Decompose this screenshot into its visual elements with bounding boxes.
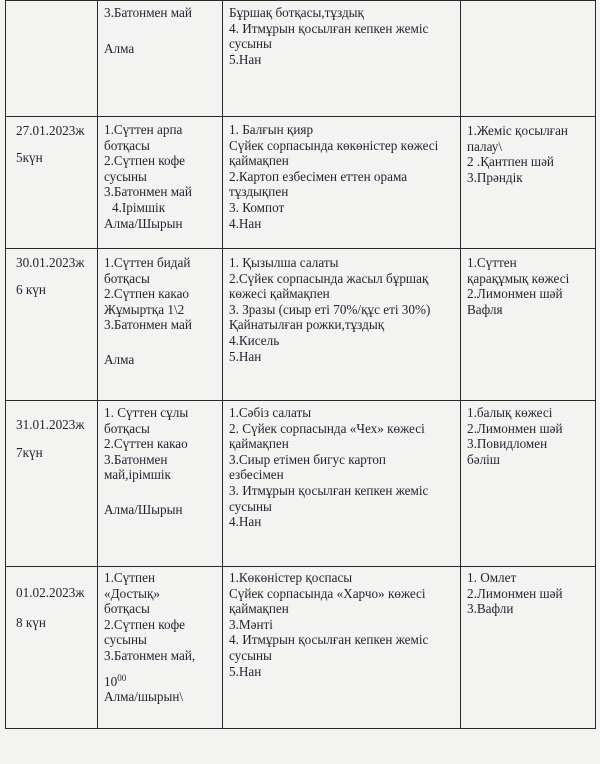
day-label: 8 күн: [16, 614, 46, 630]
table-row: [6, 401, 596, 567]
breakfast-line: 1.Сүттен бидай: [104, 255, 191, 270]
lunch-line: 3.Сиыр етімен бигус картоп: [229, 451, 386, 467]
day-label: 7күн: [16, 444, 43, 460]
date-label: 27.01.2023ж: [16, 123, 85, 138]
breakfast-line: 4.Ірімшік: [112, 199, 166, 215]
snack-line: палау\: [467, 138, 503, 154]
lunch-cell: [223, 1, 461, 117]
snack-line: 1.Сүттен: [467, 255, 517, 270]
lunch-cell: [223, 249, 461, 401]
breakfast-line: «Достық»: [104, 585, 160, 601]
lunch-line: Сүйек сорпасында көкөністер көжесі: [229, 137, 439, 153]
date-cell: [6, 567, 98, 729]
breakfast-line: 3.Батонмен май: [104, 5, 192, 20]
breakfast-line: Алма: [104, 40, 135, 56]
day-label: 6 күн: [16, 281, 46, 297]
snack-line: 1.Жеміс қосылған: [467, 123, 568, 138]
lunch-line: Қайнатылған рожки,тұздық: [229, 317, 385, 333]
lunch-line: 4.Кисель: [229, 332, 280, 348]
lunch-line: 2.Картоп езбесімен еттен орама: [229, 168, 408, 184]
breakfast-cell: [98, 117, 223, 249]
breakfast-line: 3.Батонмен: [104, 451, 168, 467]
breakfast-line: 1.Сүтпен: [104, 570, 156, 585]
snack-cell: [461, 401, 596, 567]
breakfast-line: Алма/шырын\: [104, 689, 184, 705]
snack-line: 1.балық көжесі: [467, 405, 553, 420]
snack-line: 2.Лимонмен шәй: [467, 286, 563, 302]
lunch-line: 2. Сүйек сорпасында «Чех» көжесі: [229, 420, 425, 436]
lunch-line: 1.Сәбіз салаты: [229, 405, 312, 420]
breakfast-line: 2.Сүтпен кофе: [104, 616, 186, 632]
breakfast-line: ботқасы: [104, 601, 150, 617]
lunch-line: 1. Қызылша салаты: [229, 255, 339, 270]
lunch-line: 3. Итмұрын қосылған кепкен жеміс: [229, 482, 429, 498]
lunch-line: езбесімен: [229, 467, 284, 483]
menu-table: [5, 0, 596, 729]
snack-line: қарақұмық көжесі: [467, 270, 570, 286]
breakfast-time: [104, 674, 216, 690]
snack-line: Вафля: [467, 301, 503, 317]
breakfast-line: Алма: [104, 351, 135, 367]
time-value: 10: [104, 673, 118, 689]
lunch-line: 5.Нан: [229, 51, 262, 67]
snack-cell: [461, 567, 596, 729]
lunch-line: Сүйек сорпасында «Харчо» көжесі: [229, 585, 426, 601]
lunch-line: қаймақпен: [229, 153, 289, 169]
lunch-cell: [223, 567, 461, 729]
date-cell: [6, 1, 98, 117]
breakfast-line: май,ірімшік: [104, 467, 171, 483]
snack-cell: [461, 249, 596, 401]
breakfast-cell: [98, 1, 223, 117]
lunch-line: 5.Нан: [229, 348, 262, 364]
lunch-line: тұздықпен: [229, 184, 289, 200]
time-superscript: 00: [117, 672, 127, 683]
date-cell: [6, 249, 98, 401]
table-row: [6, 567, 596, 729]
breakfast-line: Жұмыртқа 1\2: [104, 301, 185, 317]
snack-line: 1. Омлет: [467, 570, 517, 585]
date-label: 30.01.2023ж: [16, 255, 85, 270]
snack-cell: [461, 117, 596, 249]
lunch-line: 4. Итмұрын қосылған кепкен жеміс: [229, 20, 429, 36]
snack-line: 2 .Қантпен шәй: [467, 154, 554, 170]
date-label: 31.01.2023ж: [16, 417, 85, 432]
breakfast-line: сусыны: [104, 168, 147, 184]
breakfast-line: ботқасы: [104, 270, 150, 286]
snack-cell: [461, 1, 596, 117]
breakfast-cell: [98, 401, 223, 567]
snack-line: бәліш: [467, 451, 500, 467]
breakfast-line: ботқасы: [104, 137, 150, 153]
lunch-line: сусыны: [229, 647, 272, 663]
breakfast-line: 3.Батонмен май: [104, 317, 192, 333]
lunch-line: 4.Нан: [229, 514, 262, 530]
breakfast-line: 3.Батонмен май: [104, 184, 192, 200]
breakfast-line: 2.Сүтпен какао: [104, 286, 190, 302]
lunch-line: 2.Сүйек сорпасында жасыл бұршақ: [229, 270, 429, 286]
lunch-line: 4. Итмұрын қосылған кепкен жеміс: [229, 632, 429, 648]
lunch-cell: [223, 117, 461, 249]
breakfast-line: 1. Сүттен сұлы: [104, 405, 189, 420]
breakfast-line: сусыны: [104, 632, 147, 648]
breakfast-line: 1.Сүттен арпа: [104, 122, 183, 137]
table-row: [6, 249, 596, 401]
snack-line: 2.Лимонмен шәй: [467, 585, 563, 601]
lunch-line: қаймақпен: [229, 436, 289, 452]
table-row: [6, 1, 596, 117]
lunch-line: қаймақпен: [229, 601, 289, 617]
snack-line: 2.Лимонмен шәй: [467, 420, 563, 436]
breakfast-line: Алма/Шырын: [104, 501, 183, 517]
snack-line: 3.Вафли: [467, 601, 514, 617]
lunch-line: 1. Балғын қияр: [229, 122, 314, 137]
lunch-line: Бұршақ ботқасы,тұздық: [229, 5, 364, 20]
snack-line: 3.Прәндік: [467, 169, 523, 185]
breakfast-cell: [98, 567, 223, 729]
lunch-line: 1.Көкөністер қоспасы: [229, 570, 353, 585]
lunch-line: 4.Нан: [229, 215, 262, 231]
date-cell: [6, 401, 98, 567]
snack-line: 3.Повидломен: [467, 436, 548, 452]
breakfast-line: 3.Батонмен май,: [104, 647, 196, 663]
breakfast-line: 2.Сүтпен кофе: [104, 153, 186, 169]
date-cell: [6, 117, 98, 249]
breakfast-line: ботқасы: [104, 420, 150, 436]
lunch-line: сусыны: [229, 36, 272, 52]
breakfast-line: Алма/Шырын: [104, 215, 183, 231]
day-label: 5күн: [16, 149, 43, 165]
lunch-line: 3. Зразы (сиыр еті 70%/құс еті 30%): [229, 301, 431, 317]
lunch-line: сусыны: [229, 498, 272, 514]
breakfast-cell: [98, 249, 223, 401]
lunch-line: 3.Мәнті: [229, 616, 273, 632]
breakfast-line: 2.Сүттен какао: [104, 436, 188, 452]
lunch-line: 5.Нан: [229, 663, 262, 679]
lunch-line: 3. Компот: [229, 199, 285, 215]
lunch-cell: [223, 401, 461, 567]
table-row: [6, 117, 596, 249]
lunch-line: көжесі қаймақпен: [229, 286, 330, 302]
date-label: 01.02.2023ж: [16, 585, 85, 600]
